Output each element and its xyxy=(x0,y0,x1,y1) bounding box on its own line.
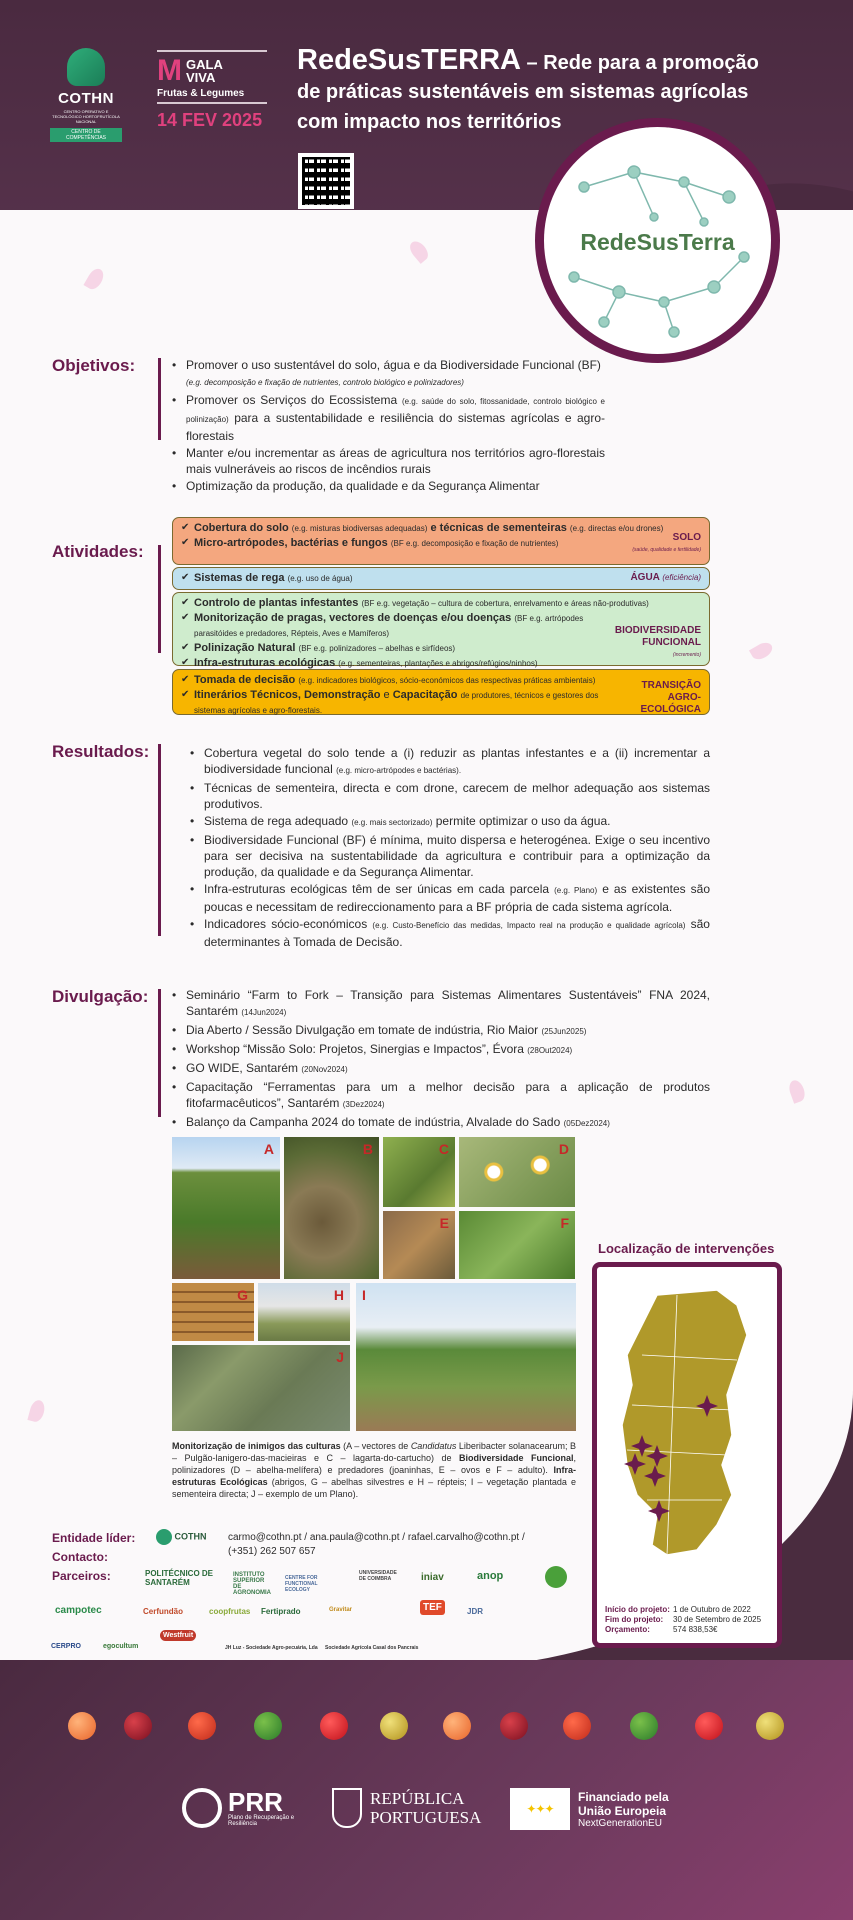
list-item: • Capacitação “Ferramentas para um a melhor decisão para a aplicação de produtos fitofarmacêuticos”, Santarém (3Dez2024) xyxy=(172,1079,710,1113)
photo-caption: Monitorização de inimigos das culturas (A – vectores de Candidatus Liberibacter solanacearum; B – Pulgão-lanigero-das-macieiras e C – lagarta-do-cartucho) de Biodiversidade Funcional, polinizadores (D – abelha-melífera) e predadores (joaninhas, E – ovos e F – adulto). Infra-estruturas Ecológicas (abrigos, G – abelhas silvestres e H – répteis; I – vegetação plantada e sementeira directa; J – exemplo de um Plano). xyxy=(172,1441,576,1499)
photo-e: E xyxy=(383,1211,455,1279)
partner-logo: JDR xyxy=(467,1607,484,1616)
partner-logo: Westfruit xyxy=(160,1630,196,1641)
gala-subtitle: Frutas & Legumes xyxy=(157,88,245,99)
qr-code[interactable] xyxy=(298,153,354,209)
list-item: • Dia Aberto / Sessão Divulgação em tomate de indústria, Rio Maior (25Jun2025) xyxy=(172,1022,710,1040)
activity-item: ✔ Polinização Natural (BF e.g. polinizadores – abelhas e sirfídeos) xyxy=(181,641,701,656)
photo-j: J xyxy=(172,1345,350,1431)
list-item: • Workshop “Missão Solo: Projetos, Sinergias e Impactos”, Évora (28Out2024) xyxy=(172,1041,710,1059)
activity-item: ✔ Tomada de decisão (e.g. indicadores biológicos, sócio-económicos das respectivas práticas ambientais) xyxy=(181,673,701,688)
cothn-logo xyxy=(50,48,122,144)
tag-biodiversidade: BIODIVERSIDADE FUNCIONAL (incremento) xyxy=(614,625,701,658)
broccoli-icon xyxy=(630,1712,658,1740)
list-item: • Cobertura vegetal do solo tende a (i) reduzir as plantas infestantes e a (ii) incrementar a biodiversidade funcional (e.g. micro-artrópodes e bactérias). xyxy=(190,745,710,779)
portugal-map xyxy=(592,1262,782,1648)
map-title: Localização de intervenções xyxy=(598,1241,775,1256)
divulgacao-list xyxy=(172,987,710,1133)
partner-logo: POLITÉCNICO DE SANTARÉM xyxy=(145,1569,214,1587)
gala-logo xyxy=(157,50,267,131)
list-item: • Biodiversidade Funcional (BF) é mínima, muito dispersa e heterogénea. Exige o seu incentivo para ser decisiva na sustentabilidade da agricultura e contribuir para a optimização da produção, da qualidade e da Segurança Alimentar. xyxy=(190,832,710,880)
cothn-name: COTHN xyxy=(58,90,114,107)
activity-item: ✔ Controlo de plantas infestantes (BF e.g. vegetação – cultura de cobertura, enrelvamento e áreas não-produtivas) xyxy=(181,596,701,611)
project-info: Início do projeto: 1 de Outubro de 2022 Fim do projeto: 30 de Setembro de 2025 Orçamento: 574 838,53€ xyxy=(605,1605,762,1634)
list-item: • Promover o uso sustentável do solo, água e da Biodiversidade Funcional (BF) (e.g. decomposição e fixação de nutrientes, controlo biológico e polinizadores) xyxy=(172,357,605,391)
cothn-subtitle: CENTRO OPERATIVO E TECNOLÓGICO HORTOFRUTÍCOLA NACIONAL xyxy=(52,109,120,124)
coat-of-arms-icon xyxy=(332,1788,362,1828)
partner-logo: Gravitar xyxy=(329,1607,353,1613)
cothn-tag: CENTRO DE COMPETÊNCIAS xyxy=(50,128,122,142)
title-main: RedeSusTERRA xyxy=(297,44,521,76)
resultados-heading: Resultados: xyxy=(52,742,150,761)
list-item: • Seminário “Farm to Fork – Transição para Sistemas Alimentares Sustentáveis” FNA 2024, Santarém (14Jun2024) xyxy=(172,987,710,1021)
peach-icon xyxy=(68,1712,96,1740)
photo-g: G xyxy=(172,1283,254,1341)
gala-divider xyxy=(157,102,267,104)
list-item: • Promover os Serviços do Ecossistema (e.g. saúde do solo, fitossanidade, controlo biológico e polinização) para a sustentabilidade e resiliência do sistemas agrícolas e agro-florestais xyxy=(172,392,605,444)
activity-item: ✔ Sistemas de rega (e.g. uso de água) xyxy=(181,571,701,586)
activity-box-biodiversidade xyxy=(172,592,710,669)
partner-logo: Sociedade Agrícola Casal dos Pancrais xyxy=(325,1645,419,1651)
contact-text xyxy=(228,1531,525,1559)
section-bar xyxy=(158,989,161,1117)
lider-label: Entidade líder: xyxy=(52,1531,136,1545)
partner-logo: Fertiprado xyxy=(261,1607,301,1616)
partner-logo: coopfrutas xyxy=(209,1607,251,1616)
gala-line1: GALA xyxy=(186,57,223,72)
gala-line2: VIVA xyxy=(186,70,216,85)
title-rest: – Rede para a promoção xyxy=(521,52,759,74)
tag-solo: SOLO (saúde, qualidade e fertilidade) xyxy=(632,532,701,553)
divulgacao-heading: Divulgação: xyxy=(52,987,149,1006)
activity-box-transicao xyxy=(172,669,710,715)
photo-c: C xyxy=(383,1137,455,1207)
partner-logo: JH Luz - Sociedade Agro-pecuária, Lda xyxy=(225,1645,318,1651)
strawberry-icon xyxy=(320,1712,348,1740)
section-bar xyxy=(158,545,161,653)
map-shape xyxy=(597,1275,777,1575)
objetivos-list xyxy=(172,357,605,495)
list-item: • Técnicas de sementeira, directa e com drone, carecem de melhor adequação aos sistemas produtivos. xyxy=(190,780,710,812)
partner-badge-icon xyxy=(545,1566,567,1588)
photo-d: D xyxy=(459,1137,575,1207)
eu-logo: ✦✦✦ Financiado pela União Europeia NextGenerationEU xyxy=(510,1788,669,1830)
broccoli-icon xyxy=(254,1712,282,1740)
photo-f: F xyxy=(459,1211,575,1279)
photo-i: I xyxy=(356,1283,576,1431)
photo-h: H xyxy=(258,1283,350,1341)
partner-logo: INSTITUTO SUPERIOR DE AGRONOMIA xyxy=(233,1572,271,1596)
objetivos-heading: Objetivos: xyxy=(52,356,136,375)
activity-item: ✔ Monitorização de pragas, vectores de doenças e/ou doenças (BF e.g. artrópodes parasitóides e predadores, Répteis, Aves e Mamíferos) xyxy=(181,611,701,641)
tag-agua: ÁGUA (eficiência) xyxy=(630,572,701,583)
lider-logo: COTHN xyxy=(156,1529,207,1545)
partner-logo: egocultum xyxy=(103,1643,139,1650)
redesusterra-logo xyxy=(535,118,780,363)
partner-logo: Cerfundão xyxy=(143,1607,183,1616)
partner-logo: anop xyxy=(477,1570,504,1582)
partner-logo: campotec xyxy=(55,1605,102,1616)
tomato-icon xyxy=(188,1712,216,1740)
list-item: • Sistema de rega adequado (e.g. mais sectorizado) permite optimizar o uso da água. xyxy=(190,813,710,831)
contact-emails[interactable]: carmo@cothn.pt / ana.paula@cothn.pt / rafael.carvalho@cothn.pt / xyxy=(228,1532,525,1543)
partner-logo: TEF xyxy=(420,1600,445,1615)
tomato-icon xyxy=(563,1712,591,1740)
partner-logo: CENTRE FOR FUNCTIONAL ECOLOGY xyxy=(285,1575,318,1593)
title-line3: com impacto nos territórios xyxy=(297,111,562,133)
strawberry-icon xyxy=(695,1712,723,1740)
photo-a: A xyxy=(172,1137,280,1279)
resultados-list xyxy=(190,745,710,951)
section-bar xyxy=(158,358,161,440)
photo-b: B xyxy=(284,1137,379,1279)
page-title xyxy=(297,44,787,137)
atividades-heading: Atividades: xyxy=(52,542,144,561)
partner-logo: CERPRO xyxy=(51,1643,81,1650)
section-bar xyxy=(158,744,161,936)
list-item: • Optimização da produção, da qualidade e da Segurança Alimentar xyxy=(172,478,605,494)
gala-m-icon: M xyxy=(157,54,182,87)
partner-logo: iniav xyxy=(421,1572,444,1583)
activity-box-solo xyxy=(172,517,710,565)
list-item: • Balanço da Campanha 2024 do tomate de indústria, Alvalade do Sado (05Dez2024) xyxy=(172,1114,710,1132)
activity-item: ✔ Cobertura do solo (e.g. misturas biodiversas adequadas) e técnicas de sementeiras (e.g. directas e/ou drones) xyxy=(181,521,701,536)
tag-transicao: TRANSIÇÃO AGRO-ECOLÓGICA xyxy=(640,680,701,715)
contacto-label: Contacto: xyxy=(52,1550,108,1564)
pear-icon xyxy=(756,1712,784,1740)
prr-circle-icon xyxy=(182,1788,222,1828)
cothn-mini-icon xyxy=(156,1529,172,1545)
eu-flag-icon: ✦✦✦ xyxy=(510,1788,570,1830)
list-item: • Indicadores sócio-económicos (e.g. Custo-Benefício das medidas, Impacto real na produção e qualidade agrícola) são determinantes à Tomada de Decisão. xyxy=(190,916,710,950)
cherry-icon xyxy=(124,1712,152,1740)
list-item: • Infra-estruturas ecológicas têm de ser únicas em cada parcela (e.g. Plano) e as existentes são poucas e necessitam de redireccionamento para a BF própria de cada sistema agrícola. xyxy=(190,881,710,915)
title-line2: de práticas sustentáveis em sistemas agrícolas xyxy=(297,81,749,103)
gala-date: 14 FEV 2025 xyxy=(157,110,263,130)
republica-logo: REPÚBLICA PORTUGUESA xyxy=(332,1788,481,1828)
peach-icon xyxy=(443,1712,471,1740)
partner-logo: UNIVERSIDADE DE COIMBRA xyxy=(359,1570,397,1582)
activity-item: ✔ Micro-artrópodes, bactérias e fungos (BF e.g. decomposição e fixação de nutrientes) xyxy=(181,536,701,551)
cherry-icon xyxy=(500,1712,528,1740)
pear-icon xyxy=(380,1712,408,1740)
prr-logo: PRR Plano de Recuperação e Resiliência xyxy=(182,1788,298,1828)
contact-phone[interactable]: (+351) 262 507 657 xyxy=(228,1546,316,1557)
logo-text: RedeSusTerra xyxy=(580,229,735,255)
gala-divider xyxy=(157,50,267,52)
activity-box-agua xyxy=(172,567,710,590)
list-item: • Manter e/ou incrementar as áreas de agricultura nos territórios agro-florestais mais vulneráveis ao riscos de incêndios rurais xyxy=(172,445,605,477)
cothn-leaf-icon xyxy=(67,48,105,86)
list-item: • GO WIDE, Santarém (20Nov2024) xyxy=(172,1060,710,1078)
activity-item: ✔ Itinerários Técnicos, Demonstração e Capacitação de produtores, técnicos e gestores dos sistemas agrícolas e agro-florestais. xyxy=(181,688,701,718)
parceiros-label: Parceiros: xyxy=(52,1569,111,1583)
activity-item: ✔ Infra-estruturas ecológicas (e.g. sementeiras, plantações e abrigos/refúgios/ninhos) xyxy=(181,656,701,671)
